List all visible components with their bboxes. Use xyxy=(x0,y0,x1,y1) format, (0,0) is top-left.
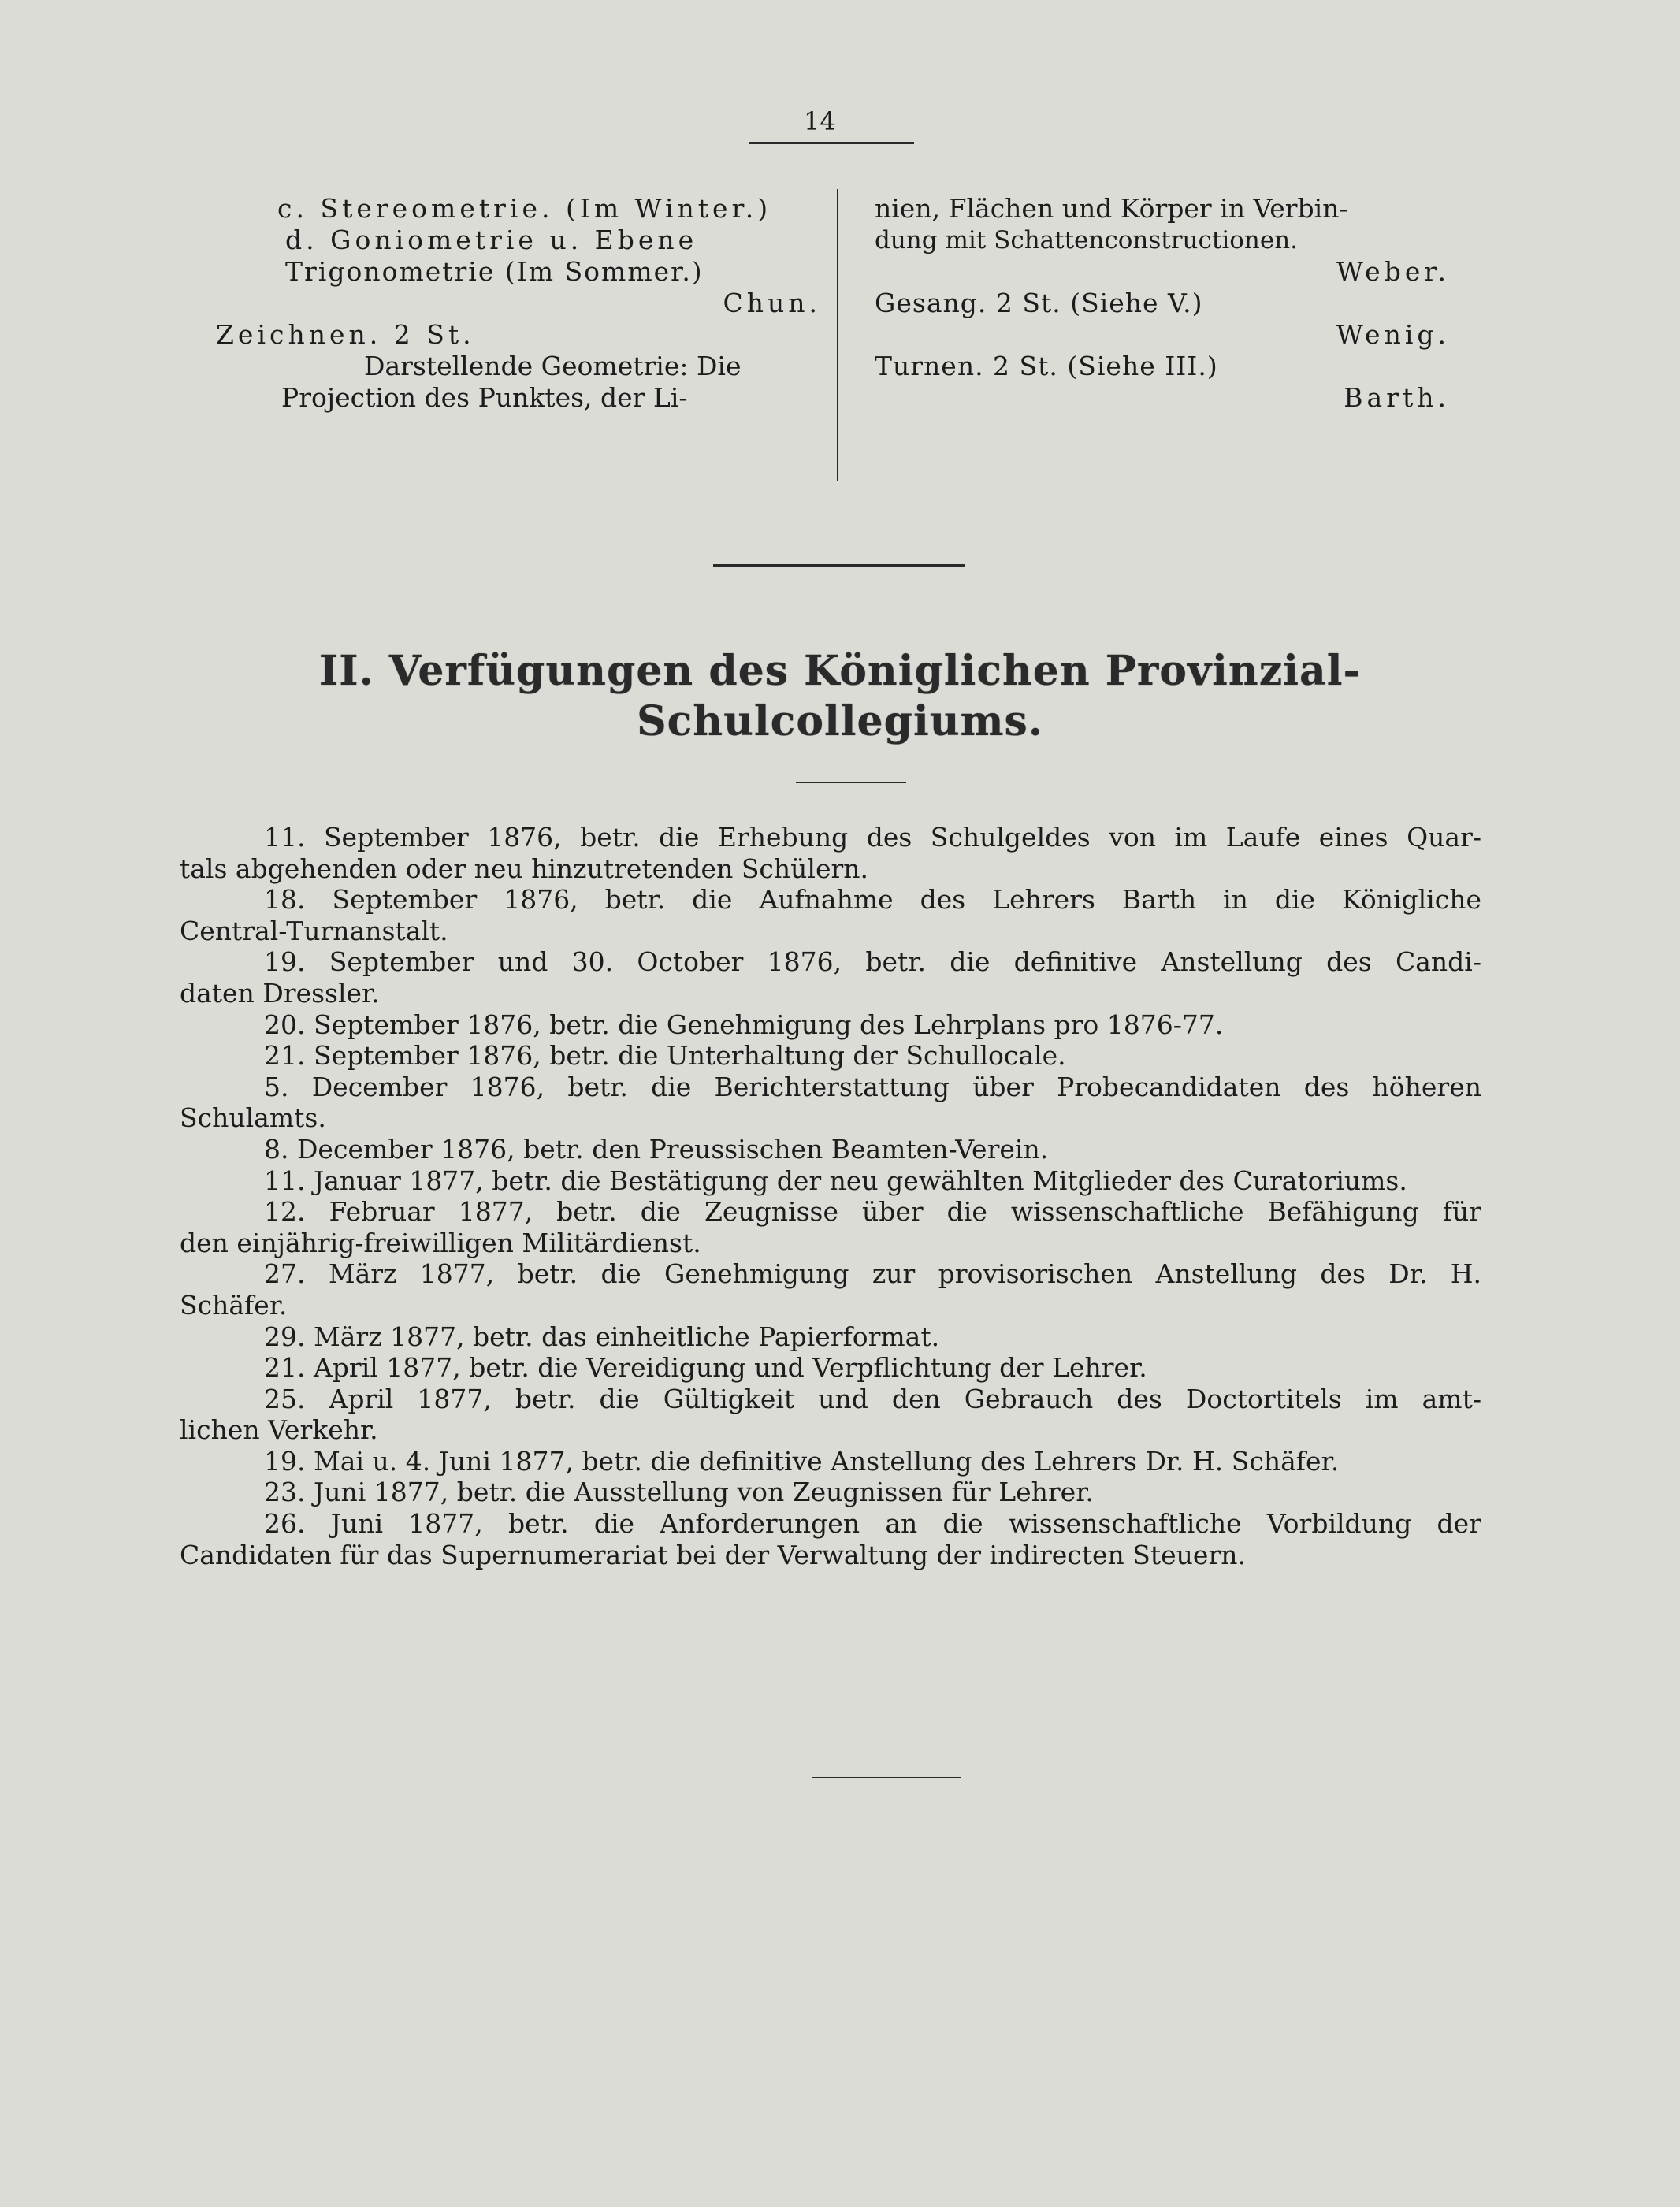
right-line-1: nien, Flächen und Körper in Verbin- xyxy=(875,193,1348,224)
decree-entry xyxy=(180,1384,1481,1446)
decree-entry xyxy=(180,822,1481,884)
decree-entry-line-2: Candidaten für das Supernumerariat bei der Verwaltung der indirecten Steuern. xyxy=(180,1539,1246,1570)
decree-entry-line-1: 11. Januar 1877, betr. die Bestätigung der neu gewählten Mitglieder des Curatoriums. xyxy=(264,1165,1407,1196)
teacher-barth: Barth. xyxy=(1344,382,1450,413)
decree-entry-line-1: 11. September 1876, betr. die Erhebung des Schulgeldes von im Laufe eines Quar- xyxy=(264,822,1481,853)
goniometrie-line-1: d. Goniometrie u. Ebene xyxy=(285,225,698,255)
decree-entry-line-1: 21. April 1877, betr. die Vereidigung und Verpflichtung der Lehrer. xyxy=(264,1352,1147,1384)
decree-entry-line-1: 27. März 1877, betr. die Genehmigung zur provisorischen Anstellung des Dr. H. xyxy=(264,1258,1481,1290)
teacher-weber: Weber. xyxy=(1336,256,1450,287)
left-column xyxy=(206,193,821,414)
decree-entry-line-1: 12. Februar 1877, betr. die Zeugnisse über die wissenschaftliche Befähigung für xyxy=(264,1196,1481,1228)
gesang-heading: Gesang. 2 St. (Siehe V.) xyxy=(875,288,1203,318)
decree-entry-line-1: 19. Mai u. 4. Juni 1877, betr. die definitive Anstellung des Lehrers Dr. H. Schäfer. xyxy=(264,1445,1340,1477)
geometrie-line-1: Darstellende Geometrie: Die xyxy=(364,351,742,381)
decree-entry xyxy=(180,1508,1481,1570)
decree-entry xyxy=(180,1072,1481,1134)
decree-entry xyxy=(180,1446,1481,1477)
decree-entry-line-2: Schäfer. xyxy=(180,1289,288,1321)
teacher-wenig: Wenig. xyxy=(1336,319,1450,350)
section-heading xyxy=(118,646,1562,747)
heading-underline-rule xyxy=(796,782,906,783)
decree-entry-line-2: Central-Turnanstalt. xyxy=(180,915,448,946)
geometrie-line-2: Projection des Punktes, der Li- xyxy=(281,382,688,413)
goniometrie-line-2: Trigonometrie (Im Sommer.) xyxy=(285,256,704,287)
section-title-line-1: II. Verfügungen des Königlichen Provinzial- xyxy=(318,647,1362,695)
decree-entry-line-1: 21. September 1876, betr. die Unterhaltung der Schullocale. xyxy=(264,1040,1066,1072)
decree-entry-line-1: 26. Juni 1877, betr. die Anforderungen an die wissenschaftliche Vorbildung der xyxy=(264,1508,1481,1540)
page-number-rule xyxy=(749,142,914,144)
decree-entry xyxy=(180,1477,1481,1508)
decree-entry-line-2: den einjährig-freiwilligen Militärdienst. xyxy=(180,1227,701,1258)
right-column xyxy=(875,193,1450,414)
decree-entry-line-2: tals abgehenden oder neu hinzutretenden Schülern. xyxy=(180,853,869,884)
decree-entry-line-1: 8. December 1876, betr. den Preussischen Beamten-Verein. xyxy=(264,1133,1049,1165)
decree-entry xyxy=(180,1040,1481,1072)
page-number: 14 xyxy=(804,106,836,136)
decree-entry-line-1: 5. December 1876, betr. die Berichterstattung über Probecandidaten des höheren xyxy=(264,1071,1481,1102)
right-line-2: dung mit Schattenconstructionen. xyxy=(875,226,1299,255)
decree-entry-line-2: Schulamts. xyxy=(180,1102,326,1134)
decree-entry xyxy=(180,1196,1481,1258)
decree-entry xyxy=(180,1352,1481,1384)
decree-entry xyxy=(180,1165,1481,1197)
column-divider xyxy=(837,189,838,481)
decree-entry-line-2: lichen Verkehr. xyxy=(180,1414,378,1446)
decree-entry-line-1: 29. März 1877, betr. das einheitliche Papierformat. xyxy=(264,1321,940,1352)
decree-entry xyxy=(180,946,1481,1009)
zeichnen-heading: Zeichnen. 2 St. xyxy=(216,319,475,350)
decree-entry xyxy=(180,1258,1481,1321)
decree-entry xyxy=(180,1321,1481,1353)
decree-entry-line-1: 20. September 1876, betr. die Genehmigung des Lehrplans pro 1876-77. xyxy=(264,1009,1224,1040)
decree-entry-line-1: 18. September 1876, betr. die Aufnahme des Lehrers Barth in die Königliche xyxy=(264,884,1481,916)
section-divider-rule xyxy=(713,564,965,567)
decree-list xyxy=(180,822,1481,1570)
closing-rule xyxy=(812,1777,961,1778)
decree-entry xyxy=(180,1009,1481,1041)
decree-entry xyxy=(180,884,1481,946)
stereometrie-line: c. Stereometrie. (Im Winter.) xyxy=(277,193,772,224)
decree-entry-line-1: 25. April 1877, betr. die Gültigkeit und den Gebrauch des Doctortitels im amt- xyxy=(264,1383,1481,1414)
decree-entry xyxy=(180,1134,1481,1165)
decree-entry-line-1: 19. September und 30. October 1876, betr. die definitive Anstellung des Candi- xyxy=(264,946,1481,978)
decree-entry-line-1: 23. Juni 1877, betr. die Ausstellung von Zeugnissen für Lehrer. xyxy=(264,1477,1094,1508)
turnen-heading: Turnen. 2 St. (Siehe III.) xyxy=(875,351,1218,381)
teacher-chun: Chun. xyxy=(723,288,821,318)
decree-entry-line-2: daten Dressler. xyxy=(180,977,380,1009)
section-title-line-2: Schulcollegiums. xyxy=(637,697,1043,745)
